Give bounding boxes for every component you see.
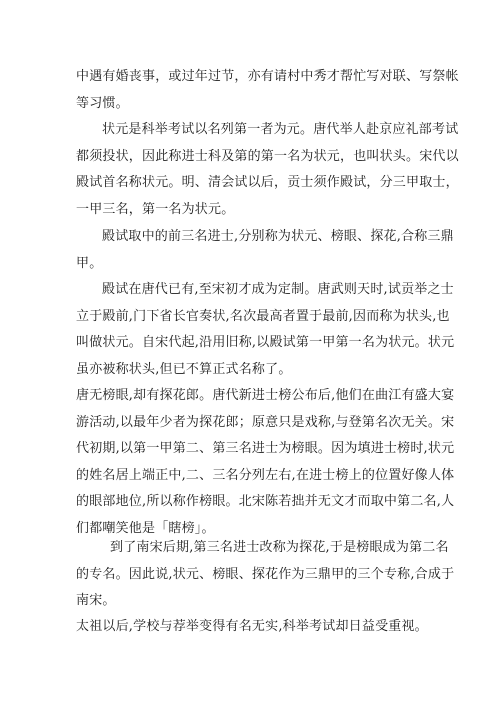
paragraph-customs xyxy=(76,64,459,117)
text-line: 一甲三名，第一名为状元。 xyxy=(76,201,235,217)
paragraph-zhuangyuan xyxy=(76,117,459,223)
text-line: 唐无榜眼,却有探花郎。唐代新进士榜公布后,他们在曲江有盛大宴 xyxy=(76,388,455,403)
text-line: 的姓名居上端正中,二、三名分列左右,在进士榜上的位置好像人体 xyxy=(76,467,455,483)
text-line: 的眼部地位,所以称作榜眼。北宋陈若拙并无文才而取中第二名,人 xyxy=(76,494,455,509)
text-line: 立于殿前,门下省长官奏状,名次最高者置于最前,因而称为状头,也 xyxy=(76,308,450,324)
text-line: 甲。 xyxy=(76,255,103,271)
paragraph-dianshi-history xyxy=(76,277,455,542)
text-line: 殿试取中的前三名进士,分别称为状元、榜眼、探花,合称三鼎 xyxy=(102,229,454,244)
text-line: 都须投状，因此称进士科及第的第一名为状元，也叫状头。宋代以 xyxy=(76,148,459,164)
text-line: 游活动,以最年少者为探花郎；原意只是戏称,与登第名次无关。宋 xyxy=(76,414,455,430)
paragraph-tanhua xyxy=(76,535,455,615)
text-line: 的专名。因此说,状元、榜眼、探花作为三鼎甲的三个专称,合成于 xyxy=(76,566,455,582)
text-line: 太祖以后,学校与荐举变得有名无实,科举考试却日益受重视。 xyxy=(76,619,428,634)
text-line: 代初期,以第一甲第二、第三名进士为榜眼。因为填进士榜时,状元 xyxy=(76,441,455,456)
text-line: 等习惯。 xyxy=(76,95,129,111)
text-line: 们都嘲笑他是「瞎榜」。 xyxy=(76,520,215,536)
text-line: 虽亦被称状头,但已不算正式名称了。 xyxy=(76,361,292,377)
text-line: 到了南宋后期,第三名进士改称为探花,于是榜眼成为第二名 xyxy=(110,540,449,555)
paragraph-san-ding-jia xyxy=(76,224,454,277)
text-line: 殿试在唐代已有,至宋初才成为定制。唐武则天时,试贡举之士 xyxy=(102,282,454,297)
paragraph-taizu xyxy=(76,614,428,641)
text-line: 状元是科举考试以名列第一者为元。唐代举人赴京应礼部考试 xyxy=(102,122,459,137)
text-line: 殿试首名称状元。明、清会试以后，贡士须作殿试，分三甲取士， xyxy=(76,175,459,190)
text-line: 南宋。 xyxy=(76,593,116,608)
text-line: 中遇有婚丧事，或过年过节，亦有请村中秀才帮忙写对联、写祭帐 xyxy=(76,69,459,84)
text-line: 叫做状元。自宋代起,沿用旧称,以殿试第一甲第一名为状元。状元 xyxy=(76,335,455,350)
